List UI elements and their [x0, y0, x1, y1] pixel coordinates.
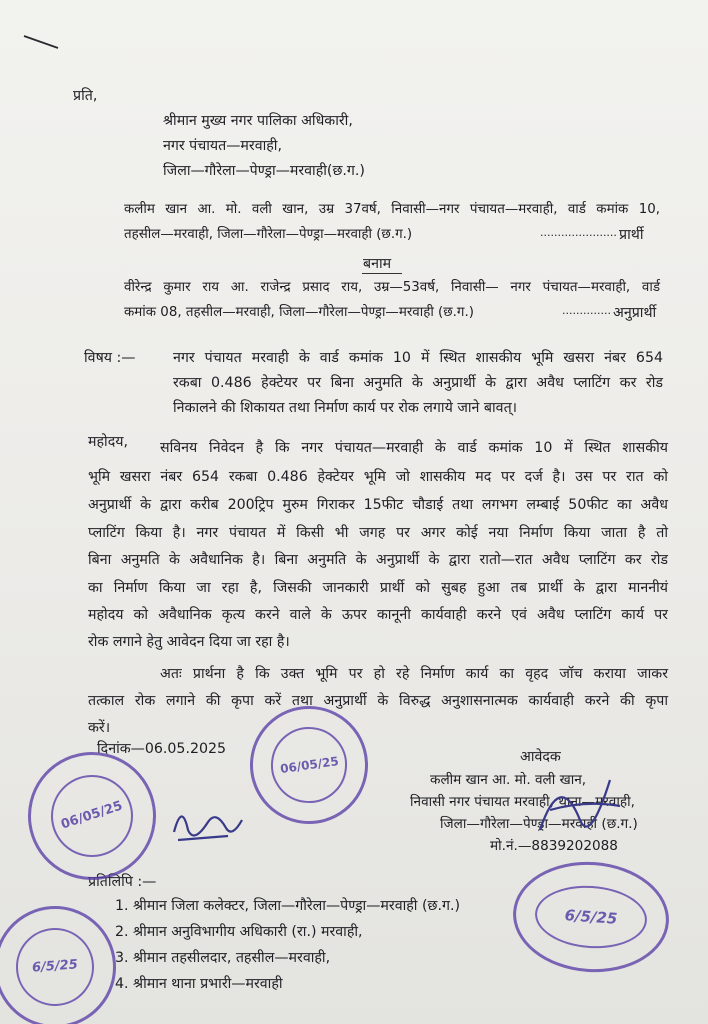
versus-underline: [362, 273, 402, 274]
respondent-role: अनुप्रार्थी: [613, 305, 657, 321]
respondent-line-2: कमांक 08, तहसील—मरवाही, जिला—गौरेला—पेण्ड्रा—मरवाही (छ.ग.): [124, 305, 474, 320]
body-para1-line-5: बिना अनुमति के अवैधानिक है। बिना अनुमति के अनुप्रार्थी के द्वारा रातो—रात अवैध प्लाटिंग कर रोड: [88, 552, 668, 568]
applicant-signature: [530, 760, 630, 850]
applicant-phone: मो.नं.—8839202088: [490, 838, 618, 854]
body-para1-line-2: भूमि खसरा नंबर 654 रकबा 0.486 हेक्टेयर भूमि जो शासकीय मद पर दर्ज है। उस पर रात को: [88, 469, 668, 485]
applicant-line-2: निवासी नगर पंचायत मरवाही, थाना—मरवाही,: [410, 794, 635, 810]
subject-label: विषय :—: [84, 350, 136, 366]
body-para1-line-4: प्लाटिंग किया है। नगर पंचायत में किसी भी जगह पर अगर कोई नया निर्माण किया जाता है तो: [88, 525, 668, 541]
handwritten-initials: [168, 792, 248, 852]
stamp-bottom-date: 6/5/25: [31, 957, 79, 977]
complainant-dots: ......................: [540, 226, 617, 239]
body-para2-line-2: तत्काल रोक लगाने की कृपा करें तथा अनुप्रार्थी के विरुद्ध अनुशासनात्मक कार्यवाही करने की कृपा: [88, 693, 668, 709]
pen-stroke-mark: [22, 32, 62, 52]
addressee-line-3: जिला—गौरेला—पेण्ड्रा—मरवाही(छ.ग.): [163, 163, 365, 179]
salutation: महोदय,: [88, 434, 128, 450]
applicant-label: आवेदक: [520, 749, 561, 765]
subject-line-2: रकबा 0.486 हेक्टेयर पर बिना अनुमति के अनुप्रार्थी के द्वारा अवैध प्लाटिंग कर रोड: [173, 375, 663, 391]
subject-line-3: निकालने की शिकायत तथा निर्माण कार्य पर रोक लगाये जाने बावत्।: [173, 400, 518, 416]
applicant-line-3: जिला—गौरेला—पेण्ड्रा—मरवाही (छ.ग.): [440, 816, 638, 832]
copy-item-4: 4. श्रीमान थाना प्रभारी—मरवाही: [115, 976, 283, 992]
office-stamp-right: [509, 857, 672, 978]
copy-item-1: 1. श्रीमान जिला कलेक्टर, जिला—गौरेला—पेण्ड्रा—मरवाही (छ.ग.): [115, 898, 461, 914]
complainant-line-2: तहसील—मरवाही, जिला—गौरेला—पेण्ड्रा—मरवाही (छ.ग.): [124, 227, 413, 242]
body-para2-line-1: अतः प्रार्थना है कि उक्त भूमि पर हो रहे निर्माण कार्य का वृहद जॉच कराया जाकर: [160, 666, 668, 682]
applicant-line-1: कलीम खान आ. मो. वली खान,: [430, 772, 587, 788]
copies-label: प्रतिलिपि :—: [88, 874, 157, 890]
body-para1-line-7: महोदय को अवैधानिक कृत्य करने वाले के ऊपर कानूनी कार्यवाही करने एवं अवैध प्लाटिंग कार्य पर: [88, 607, 668, 623]
body-para2-line-3: करें।: [88, 720, 111, 736]
body-para1-line-1: सविनय निवेदन है कि नगर पंचायत—मरवाही के वार्ड कमांक 10 में स्थित शासकीय: [160, 440, 668, 456]
stamp-left-date: 06/05/25: [59, 798, 125, 833]
office-stamp-left: [20, 744, 165, 889]
addressee-line-2: नगर पंचायत—मरवाही,: [163, 138, 282, 154]
to-label: प्रति,: [73, 88, 98, 104]
body-para1-line-3: अनुप्रार्थी के द्वारा करीब 200ट्रिप मुरुम गिराकर 15फीट चौडाई तथा लगभग लम्बाई 50फीट का अवैध: [88, 497, 668, 513]
body-para1-line-6: का निर्माण किया जा रहा है, जिसकी जानकारी प्रार्थी को सुबह हुआ तब प्रार्थी के द्वारा माननीयं: [88, 580, 668, 596]
copy-item-2: 2. श्रीमान अनुविभागीय अधिकारी (रा.) मरवाही,: [115, 924, 363, 940]
respondent-dots: ..............: [562, 304, 611, 317]
office-stamp-center: [244, 700, 374, 830]
body-para1-line-8: रोक लगाने हेतु आवेदन दिया जा रहा है।: [88, 634, 290, 650]
office-stamp-bottom-left: [0, 902, 120, 1024]
complainant-role: प्रार्थी: [619, 227, 644, 243]
stamp-right-date: 6/5/25: [564, 906, 618, 928]
subject-line-1: नगर पंचायत मरवाही के वार्ड कमांक 10 में स्थित शासकीय भूमि खसरा नंबर 654: [173, 350, 663, 366]
addressee-line-1: श्रीमान मुख्य नगर पालिका अधिकारी,: [163, 113, 353, 129]
complainant-line-1: कलीम खान आ. मो. वली खान, उम्र 37वर्ष, निवासी—नगर पंचायत—मरवाही, वार्ड कमांक 10,: [124, 202, 660, 217]
versus-label: बनाम: [363, 256, 392, 272]
copy-item-3: 3. श्रीमान तहसीलदार, तहसील—मरवाही,: [115, 950, 331, 966]
stamp-center-date: 06/05/25: [278, 753, 340, 777]
respondent-line-1: वीरेन्द्र कुमार राय आ. राजेन्द्र प्रसाद राय, उम्र—53वर्ष, निवासी— नगर पंचायत—मरवाही, वार्ड: [124, 280, 660, 295]
date-line: दिनांक—06.05.2025: [97, 741, 227, 757]
